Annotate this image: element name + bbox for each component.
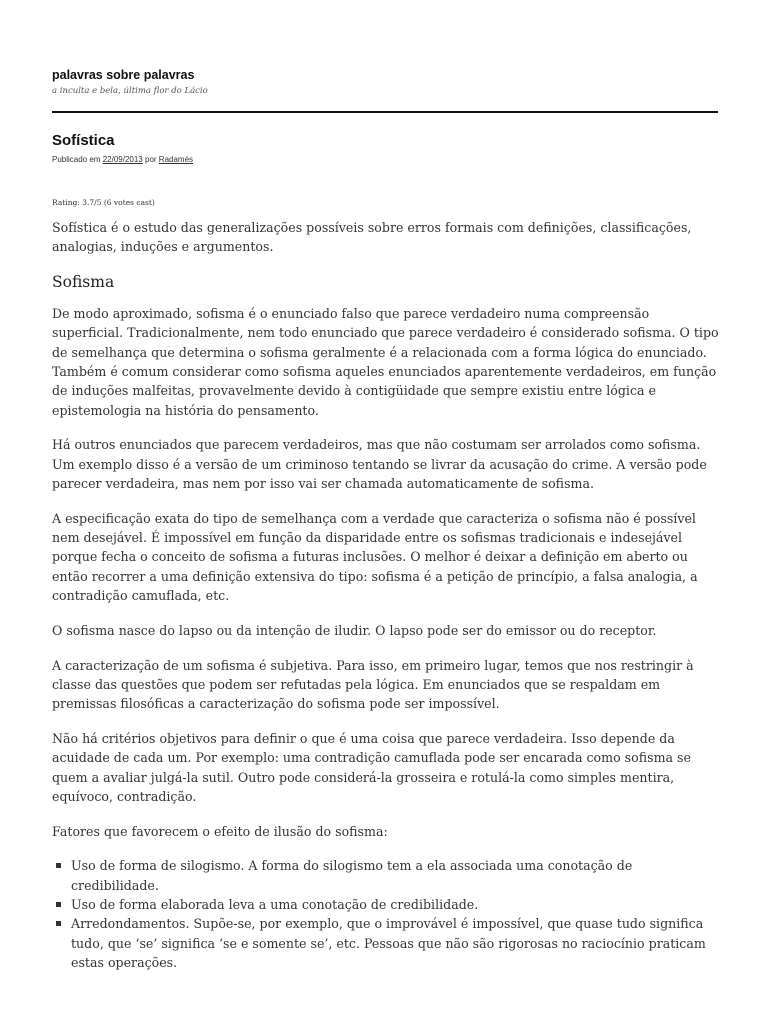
body-paragraph: O sofisma nasce do lapso ou da intenção de iludir. O lapso pode ser do emissor ou do receptor. <box>52 622 657 638</box>
post-title: Sofística <box>52 132 115 149</box>
factors-list <box>52 856 722 972</box>
site-title-link[interactable]: palavras sobre palavras <box>52 68 195 82</box>
list-item: Arredondamentos. Supõe-se, por exemplo, que o improvável é impossível, que quase tudo significa tudo, que ‘se’ significa ‘se e somente se’, etc. Pessoas que não são rigorosas no raciocínio praticam estas operações. <box>71 914 722 972</box>
author-link[interactable]: Radamés <box>158 155 194 164</box>
list-item: Uso de forma elaborada leva a uma conotação de credibilidade. <box>71 895 722 914</box>
intro-paragraph: Sofística é o estudo das generalizações possíveis sobre erros formais com definições, classificações, analogias, induções e argumentos. <box>52 220 692 255</box>
by-label: por <box>145 155 157 164</box>
published-label: Publicado em <box>52 155 101 164</box>
list-item: Uso de forma de silogismo. A forma do silogismo tem a ela associada uma conotação de credibilidade. <box>71 856 722 895</box>
header-divider <box>52 111 718 113</box>
post-meta <box>52 154 193 165</box>
post-date-link[interactable]: 22/09/2013 <box>102 155 143 164</box>
rating-text: Rating: 3.7/5 (6 votes cast) <box>52 198 155 207</box>
body-paragraph: A especificação exata do tipo de semelhança com a verdade que caracteriza o sofisma não é possível nem desejável. É impossível em função da disparidade entre os sofismas tradicionais e indesejável porque fecha o conceito de sofisma a futuras inclusões. O melhor é deixar a definição em aberto ou então recorrer a uma definição extensiva do tipo: sofisma é a petição de princípio, a falsa analogia, a contradição camuflada, etc. <box>52 510 698 603</box>
post-content <box>52 218 722 972</box>
section-heading: Sofisma <box>52 273 115 292</box>
body-paragraph: Há outros enunciados que parecem verdadeiros, mas que não costumam ser arrolados como sofisma. Um exemplo disso é a versão de um criminoso tentando se livrar da acusação do crime. A versão pode parecer verdadeira, mas nem por isso vai ser chamada automaticamente de sofisma. <box>52 437 707 491</box>
body-paragraph: A caracterização de um sofisma é subjetiva. Para isso, em primeiro lugar, temos que nos restringir à classe das questões que podem ser refutadas pela lógica. Em enunciados que se respaldam em premissas filosóficas a caracterização do sofisma pode ser impossível. <box>52 657 694 712</box>
site-tagline: a inculta e bela, última flor do Lácio <box>52 86 208 96</box>
site-header <box>52 68 718 97</box>
body-paragraph: Fatores que favorecem o efeito de ilusão do sofisma: <box>52 823 388 839</box>
body-paragraph: De modo aproximado, sofisma é o enunciado falso que parece verdadeiro numa compreensão superficial. Tradicionalmente, nem todo enunciado que parece verdadeiro é considerado sofisma. O tipo de semelhança que determina o sofisma geralmente é a relacionada com a forma lógica do enunciado. Também é comum considerar como sofisma aqueles enunciados aparentemente verdadeiros, em função de induções malfeitas, provavelmente devido à contigüidade que sempre existiu entre lógica e epistemologia na história do pensamento. <box>52 306 719 418</box>
body-paragraph: Não há critérios objetivos para definir o que é uma coisa que parece verdadeira. Isso depende da acuidade de cada um. Por exemplo: uma contradição camuflada pode ser encarada como sofisma se quem a avaliar julgá-la sutil. Outro pode considerá-la grosseira e rotulá-la como simples mentira, equívoco, contradição. <box>52 730 691 804</box>
